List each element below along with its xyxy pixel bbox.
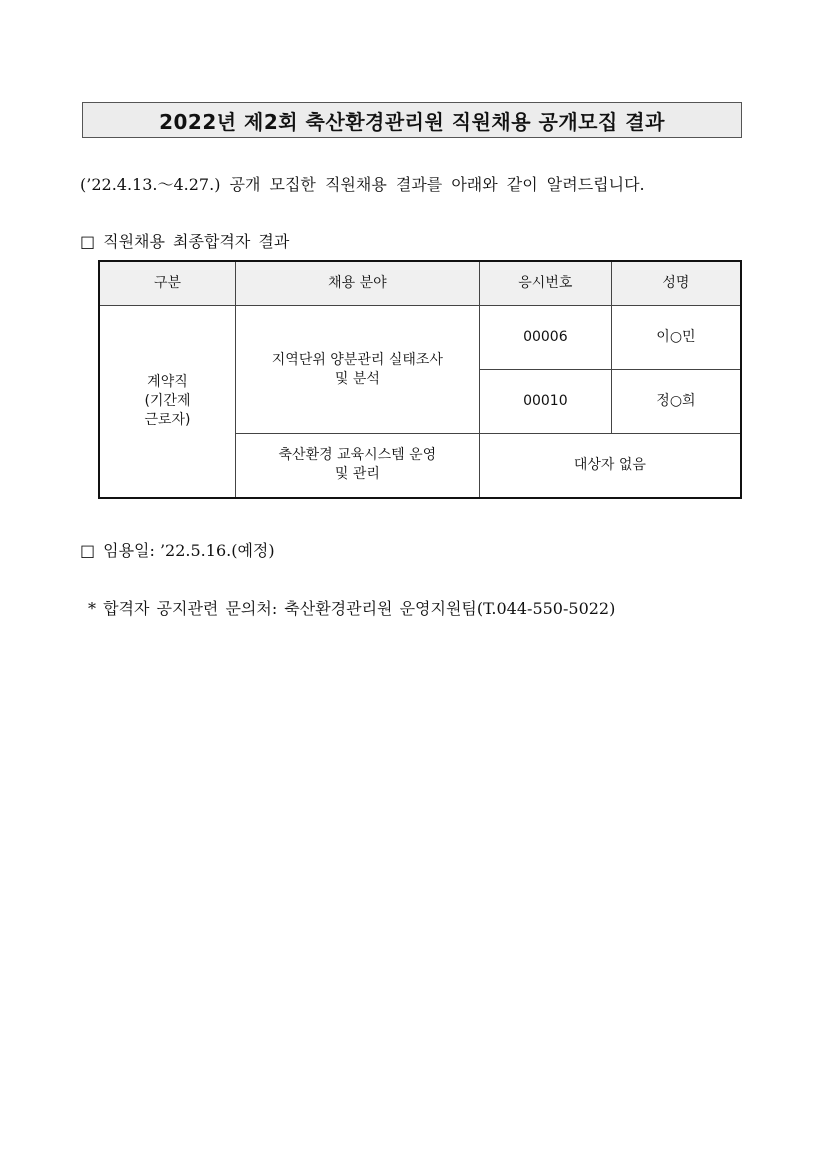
section-result-label: 직원채용 최종합격자 결과: [103, 232, 290, 251]
contact-note: * 합격자 공지관련 문의처: 축산환경관리원 운영지원팀(T.044-550-5022): [88, 599, 616, 618]
appointment-date-label: 임용일: ’22.5.16.(예정): [103, 541, 275, 560]
header-category: 구분: [99, 261, 235, 306]
field-cell: 지역단위 양분관리 실태조사 및 분석: [235, 306, 479, 434]
result-table: [98, 260, 742, 499]
header-number: 응시번호: [479, 261, 611, 306]
header-name: 성명: [611, 261, 741, 306]
checkbox-bullet-icon: □: [80, 232, 96, 251]
appointment-date-line: [80, 538, 275, 561]
applicant-number-cell: 00010: [479, 370, 611, 434]
table-header-row: [99, 261, 741, 306]
intro-text: (’22.4.13.～4.27.) 공개 모집한 직원채용 결과를 아래와 같이 알려드립니다.: [80, 175, 645, 194]
document-title: 2022년 제2회 축산환경관리원 직원채용 공개모집 결과: [82, 102, 742, 138]
no-applicant-cell: 대상자 없음: [479, 434, 741, 498]
header-field: 채용 분야: [235, 261, 479, 306]
category-cell: 계약직 (기간제 근로자): [99, 306, 235, 498]
applicant-name-cell: 이○민: [611, 306, 741, 370]
table-row: [99, 306, 741, 370]
field-cell: 축산환경 교육시스템 운영 및 관리: [235, 434, 479, 498]
checkbox-bullet-icon: □: [80, 541, 96, 560]
section-result-heading: [80, 229, 289, 252]
applicant-name-cell: 정○희: [611, 370, 741, 434]
applicant-number-cell: 00006: [479, 306, 611, 370]
